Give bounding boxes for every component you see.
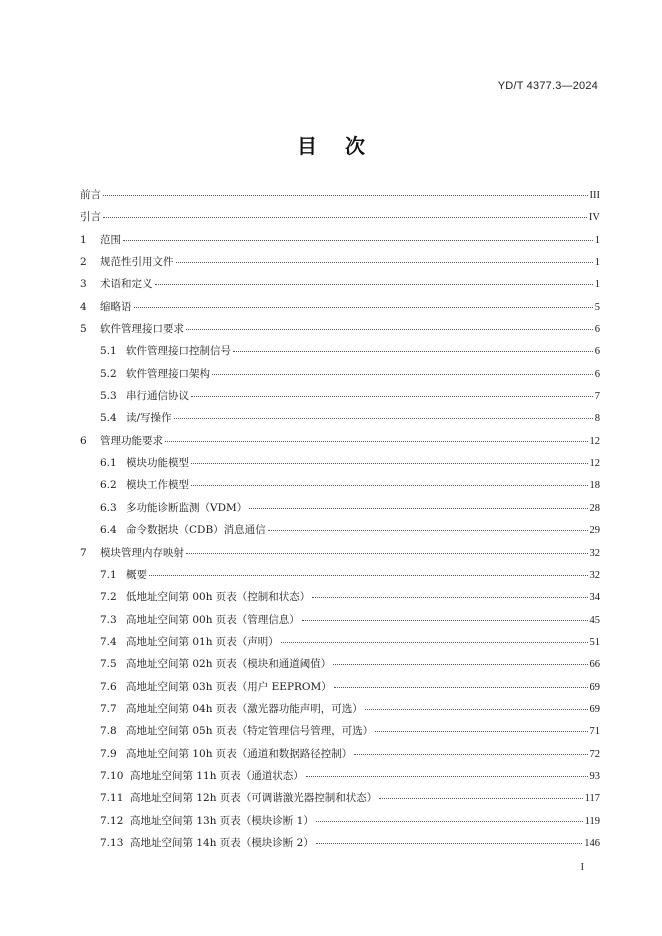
toc-entry-number: 5.4 xyxy=(100,412,117,425)
toc-entry-number: 1 xyxy=(80,233,87,246)
toc-entry-page: IV xyxy=(588,212,600,224)
toc-entry[interactable] xyxy=(80,500,600,522)
toc-entry-page: 1 xyxy=(594,279,600,291)
dot-leader xyxy=(334,687,588,688)
toc-entry[interactable] xyxy=(80,187,600,209)
toc-entry-title: 高地址空间第 03h 页表（用户 EEPROM） xyxy=(126,680,332,693)
toc-entry-page: 6 xyxy=(594,368,600,380)
toc-entry[interactable] xyxy=(80,477,600,499)
toc-entry-page: 69 xyxy=(589,703,600,715)
dot-leader xyxy=(312,597,587,598)
toc-entry-title: 模块工作模型 xyxy=(126,479,189,492)
toc-entry[interactable] xyxy=(80,545,600,567)
toc-entry-title: 高地址空间第 13h 页表（模块诊断 1） xyxy=(130,814,314,827)
toc-entry-title: 引言 xyxy=(80,211,101,224)
toc-entry-number: 5 xyxy=(80,323,87,336)
toc-entry[interactable] xyxy=(80,723,600,745)
dot-leader xyxy=(149,575,588,576)
toc-entry[interactable] xyxy=(80,813,600,835)
dot-leader xyxy=(302,620,588,621)
table-of-contents xyxy=(80,187,600,857)
toc-entry-number: 7.10 xyxy=(100,769,124,782)
toc-entry[interactable] xyxy=(80,433,600,455)
toc-entry[interactable] xyxy=(80,589,600,611)
toc-entry[interactable] xyxy=(80,656,600,678)
toc-entry-title: 高地址空间第 04h 页表（激光器功能声明，可选） xyxy=(126,702,363,715)
toc-entry-number: 6.3 xyxy=(100,501,117,514)
toc-entry[interactable] xyxy=(80,209,600,231)
toc-entry-number: 7 xyxy=(80,546,87,559)
toc-entry-number: 6.4 xyxy=(100,524,117,537)
toc-entry-page: 29 xyxy=(589,525,600,537)
toc-entry-page: 8 xyxy=(594,413,600,425)
toc-entry-title: 缩略语 xyxy=(100,300,132,313)
toc-entry-title: 多功能诊断监测（VDM） xyxy=(126,501,248,514)
dot-leader xyxy=(249,508,587,509)
toc-entry-title: 高地址空间第 14h 页表（模块诊断 2） xyxy=(130,836,314,849)
toc-entry-number: 3 xyxy=(80,278,87,291)
toc-entry-title: 高地址空间第 10h 页表（通道和数据路径控制） xyxy=(126,747,353,760)
toc-entry-number: 6.2 xyxy=(100,479,117,492)
toc-entry-title: 术语和定义 xyxy=(100,278,153,291)
dot-leader xyxy=(306,776,588,777)
toc-entry-number: 7.12 xyxy=(100,814,124,827)
toc-entry-page: 66 xyxy=(589,659,600,671)
toc-entry-number: 2 xyxy=(80,256,87,269)
toc-entry-page: 1 xyxy=(594,257,600,269)
toc-entry-title: 软件管理接口要求 xyxy=(100,323,184,336)
toc-entry[interactable] xyxy=(80,321,600,343)
toc-entry-page: 45 xyxy=(589,614,600,626)
toc-entry[interactable] xyxy=(80,522,600,544)
toc-entry-page: 93 xyxy=(589,770,600,782)
toc-entry-number: 7.13 xyxy=(100,836,124,849)
dot-leader xyxy=(316,843,582,844)
toc-entry-title: 范围 xyxy=(100,233,121,246)
toc-entry-number: 6.1 xyxy=(100,457,117,470)
toc-entry[interactable] xyxy=(80,276,600,298)
toc-entry-page: 5 xyxy=(594,301,600,313)
toc-entry[interactable] xyxy=(80,232,600,254)
dot-leader xyxy=(103,195,588,196)
dot-leader xyxy=(379,798,582,799)
toc-entry-page: III xyxy=(589,190,600,201)
toc-entry-title: 模块功能模型 xyxy=(126,457,189,470)
toc-entry-number: 7.2 xyxy=(100,591,117,604)
toc-entry-page: 12 xyxy=(589,435,600,447)
toc-entry-title: 高地址空间第 11h 页表（通道状态） xyxy=(130,769,304,782)
dot-leader xyxy=(186,553,588,554)
dot-leader xyxy=(281,642,588,643)
dot-leader xyxy=(212,374,593,375)
toc-entry-number: 4 xyxy=(80,300,87,313)
toc-entry[interactable] xyxy=(80,254,600,276)
toc-entry[interactable] xyxy=(80,410,600,432)
toc-entry-number: 5.2 xyxy=(100,367,117,380)
toc-entry-page: 6 xyxy=(594,346,600,358)
toc-entry-title: 命令数据块（CDB）消息通信 xyxy=(126,524,266,537)
toc-entry-page: 69 xyxy=(589,681,600,693)
toc-entry[interactable] xyxy=(80,746,600,768)
dot-leader xyxy=(174,418,593,419)
dot-leader xyxy=(191,485,588,486)
toc-entry-page: 7 xyxy=(594,391,600,403)
dot-leader xyxy=(333,664,587,665)
toc-entry-page: 12 xyxy=(589,458,600,470)
toc-entry-number: 7.3 xyxy=(100,613,117,626)
toc-entry-title: 读/写操作 xyxy=(126,412,172,425)
toc-entry-page: 32 xyxy=(589,569,600,581)
toc-entry[interactable] xyxy=(80,567,600,589)
toc-entry-number: 7.6 xyxy=(100,680,117,693)
toc-entry[interactable] xyxy=(80,790,600,812)
toc-entry[interactable] xyxy=(80,835,600,857)
toc-entry[interactable] xyxy=(80,612,600,634)
toc-entry-title: 高地址空间第 05h 页表（特定管理信号管理，可选） xyxy=(126,725,374,738)
toc-entry-number: 7.11 xyxy=(100,792,124,805)
toc-entry-number: 7.8 xyxy=(100,725,117,738)
dot-leader xyxy=(354,754,587,755)
toc-entry[interactable] xyxy=(80,343,600,365)
toc-entry-title: 高地址空间第 02h 页表（模块和通道阈值） xyxy=(126,658,332,671)
dot-leader xyxy=(191,396,593,397)
toc-entry[interactable] xyxy=(80,679,600,701)
toc-entry-title: 前言 xyxy=(80,189,101,201)
toc-entry-page: 32 xyxy=(589,547,600,559)
dot-leader xyxy=(155,284,593,285)
dot-leader xyxy=(103,217,587,218)
toc-entry-page: 34 xyxy=(589,592,600,604)
toc-entry-title: 高地址空间第 12h 页表（可调谐激光器控制和状态） xyxy=(130,792,378,805)
dot-leader xyxy=(186,329,593,330)
toc-entry[interactable] xyxy=(80,366,600,388)
toc-entry-page: 28 xyxy=(589,502,600,514)
dot-leader xyxy=(191,463,588,464)
dot-leader xyxy=(375,731,587,732)
dot-leader xyxy=(268,530,588,531)
toc-entry-title: 概要 xyxy=(126,568,147,581)
dot-leader xyxy=(365,709,588,710)
toc-entry-number: 7.7 xyxy=(100,702,117,715)
toc-entry-title: 高地址空间第 00h 页表（管理信息） xyxy=(126,613,300,626)
page-number: I xyxy=(580,862,584,873)
dot-leader xyxy=(233,351,593,352)
toc-entry-page: 146 xyxy=(584,837,600,849)
toc-entry[interactable] xyxy=(80,388,600,410)
toc-entry-page: 6 xyxy=(594,324,600,336)
toc-entry-title: 低地址空间第 00h 页表（控制和状态） xyxy=(126,591,311,604)
toc-entry-page: 72 xyxy=(589,748,600,760)
toc-entry-number: 7.9 xyxy=(100,747,117,760)
toc-entry-title: 管理功能要求 xyxy=(100,434,163,447)
toc-entry-number: 5.3 xyxy=(100,390,117,403)
toc-entry-page: 51 xyxy=(589,636,600,648)
toc-entry-title: 串行通信协议 xyxy=(126,390,189,403)
toc-entry-page: 71 xyxy=(589,726,600,738)
toc-entry-title: 软件管理接口架构 xyxy=(126,367,210,380)
dot-leader xyxy=(165,441,588,442)
toc-entry-number: 7.1 xyxy=(100,568,117,581)
toc-entry-number: 6 xyxy=(80,434,87,447)
toc-entry-title: 高地址空间第 01h 页表（声明） xyxy=(126,635,279,648)
toc-entry-title: 规范性引用文件 xyxy=(100,256,174,269)
toc-entry[interactable] xyxy=(80,455,600,477)
dot-leader xyxy=(176,262,593,263)
dot-leader xyxy=(134,307,593,308)
toc-entry-title: 软件管理接口控制信号 xyxy=(126,345,231,358)
standard-code: YD/T 4377.3—2024 xyxy=(497,80,598,92)
toc-entry-title: 模块管理内存映射 xyxy=(100,546,184,559)
dot-leader xyxy=(316,821,583,822)
toc-entry[interactable] xyxy=(80,701,600,723)
toc-entry-page: 1 xyxy=(594,234,600,246)
toc-entry-number: 5.1 xyxy=(100,345,117,358)
toc-entry-page: 18 xyxy=(589,480,600,492)
toc-entry-number: 7.4 xyxy=(100,635,117,648)
dot-leader xyxy=(123,240,593,241)
page-title: 目次 xyxy=(297,134,393,158)
toc-entry[interactable] xyxy=(80,299,600,321)
toc-entry[interactable] xyxy=(80,634,600,656)
toc-entry-page: 119 xyxy=(584,815,600,827)
toc-entry-number: 7.5 xyxy=(100,658,117,671)
toc-entry[interactable] xyxy=(80,768,600,790)
toc-entry-page: 117 xyxy=(584,793,600,805)
